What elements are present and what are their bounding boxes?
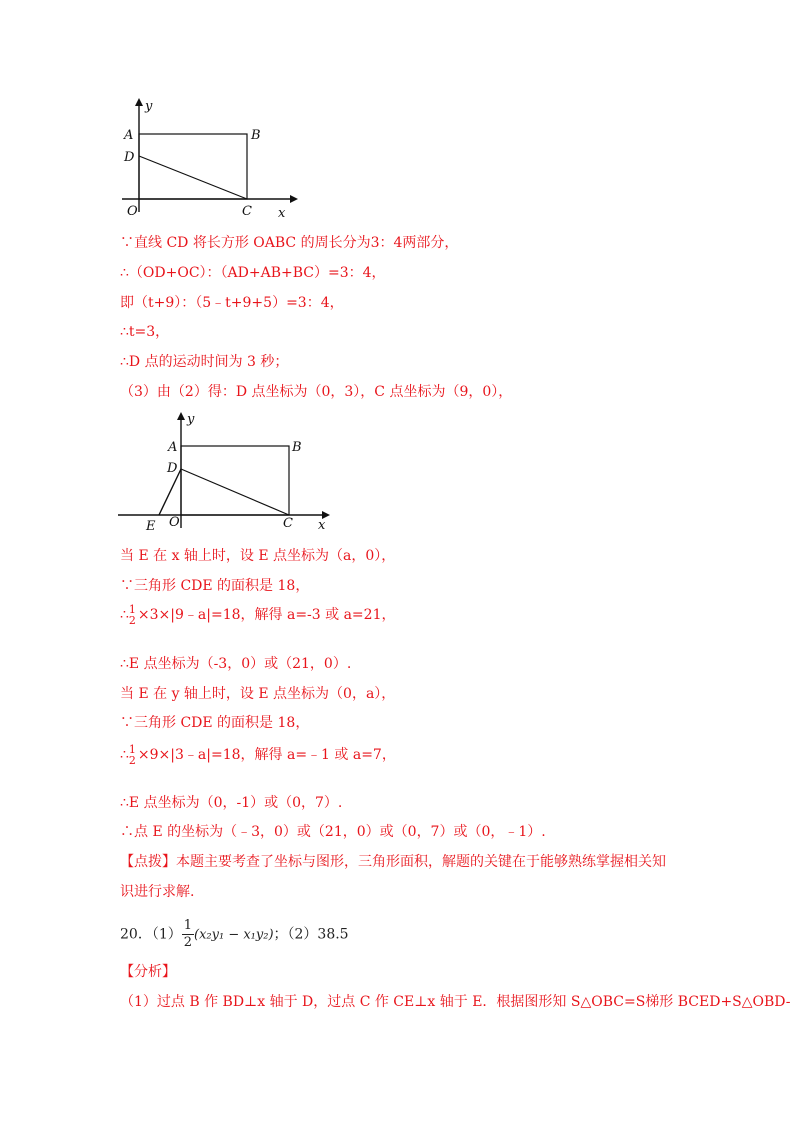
- therefore-symbol: ∴: [120, 607, 129, 623]
- fig1-segment-cd: [139, 156, 247, 199]
- comment-line-1: 【点拨】本题主要考查了坐标与图形，三角形面积，解题的关键在于能够熟练掌握相关知: [120, 854, 666, 870]
- text-line-10: ∴E 点坐标为（-3，0）或（21，0）.: [120, 656, 352, 672]
- text-line-9: [120, 604, 395, 626]
- text-line-3: 即（t+9）：（5﹣t+9+5）=3：4，: [120, 295, 344, 311]
- fig2-y-arrow: [177, 412, 185, 420]
- q20-fraction: $\frac{1}{2}$: [183, 918, 193, 950]
- fig2-label-x: x: [318, 518, 326, 533]
- fig1-label-a: A: [124, 128, 134, 143]
- comment-line-2: 识进行求解.: [120, 884, 195, 900]
- fraction-half-1: 1 2: [128, 603, 136, 627]
- figure-2: [118, 412, 330, 534]
- fig1-y-arrow: [135, 98, 143, 106]
- figure-1: [122, 98, 298, 221]
- fig2-label-a: A: [168, 440, 178, 455]
- text-line-12: ∵三角形 CDE 的面积是 18，: [120, 715, 310, 731]
- therefore-symbol-2: ∴: [120, 747, 129, 763]
- q20-answer-2: ；（2）38.5: [273, 926, 349, 943]
- analysis-heading: 【分析】: [120, 964, 176, 980]
- analysis-line-1: （1）过点 B 作 BD⊥x 轴于 D，过点 C 作 CE⊥x 轴于 E．根据图形知 S△OBC=S梯形 BCED+S△OBD-: [120, 994, 791, 1010]
- fig2-label-e: E: [146, 519, 156, 534]
- fig2-label-y: y: [187, 412, 195, 427]
- text-line-11: 当 E 在 y 轴上时，设 E 点坐标为（0，a），: [120, 686, 396, 702]
- fig1-label-c: C: [242, 204, 252, 219]
- fig2-label-d: D: [167, 461, 178, 476]
- text-line-14: ∴E 点坐标为（0，-1）或（0，7）.: [120, 795, 343, 811]
- question-20-line: [120, 918, 349, 951]
- equation-1: ×3×|9﹣a|=18，解得 a=-3 或 a=21，: [137, 607, 396, 623]
- fig2-rectangle-oabc: [181, 446, 289, 515]
- fig2-label-c: C: [283, 516, 293, 531]
- text-line-4: ∴t=3，: [120, 324, 170, 340]
- question-20-number: 20．（1）: [120, 926, 182, 943]
- fig1-label-d: D: [124, 150, 135, 165]
- fig1-label-y: y: [145, 99, 153, 114]
- text-line-5: ∴D 点的运动时间为 3 秒；: [120, 354, 289, 370]
- text-line-7: 当 E 在 x 轴上时，设 E 点坐标为（a，0），: [120, 548, 396, 564]
- text-line-8: ∵三角形 CDE 的面积是 18，: [120, 578, 310, 594]
- fig1-label-x: x: [278, 206, 286, 221]
- equation-2: ×9×|3﹣a|=18，解得 a=﹣1 或 a=7，: [137, 747, 396, 763]
- fig1-rectangle-oabc: [139, 134, 247, 199]
- text-line-13: [120, 744, 396, 766]
- q20-expression: (x₂y₁ − x₁y₂): [194, 927, 274, 943]
- fig2-label-b: B: [292, 440, 302, 455]
- text-line-15: ∴点 E 的坐标为（﹣3，0）或（21，0）或（0，7）或（0，﹣1）.: [120, 824, 546, 840]
- text-line-1: ∵直线 CD 将长方形 OABC 的周长分为3：4两部分，: [120, 235, 459, 251]
- text-line-6: （3）由（2）得：D 点坐标为（0，3），C 点坐标为（9，0），: [120, 384, 513, 400]
- fraction-half-2: 1 2: [128, 743, 136, 767]
- fig1-label-b: B: [251, 128, 261, 143]
- fig1-x-arrow: [290, 195, 298, 203]
- text-line-2: ∴（OD+OC）：（AD+AB+BC）=3：4，: [120, 265, 386, 281]
- fig2-segment-cd: [181, 469, 289, 515]
- fig1-label-o: O: [127, 204, 138, 219]
- fig2-label-o: O: [169, 515, 180, 530]
